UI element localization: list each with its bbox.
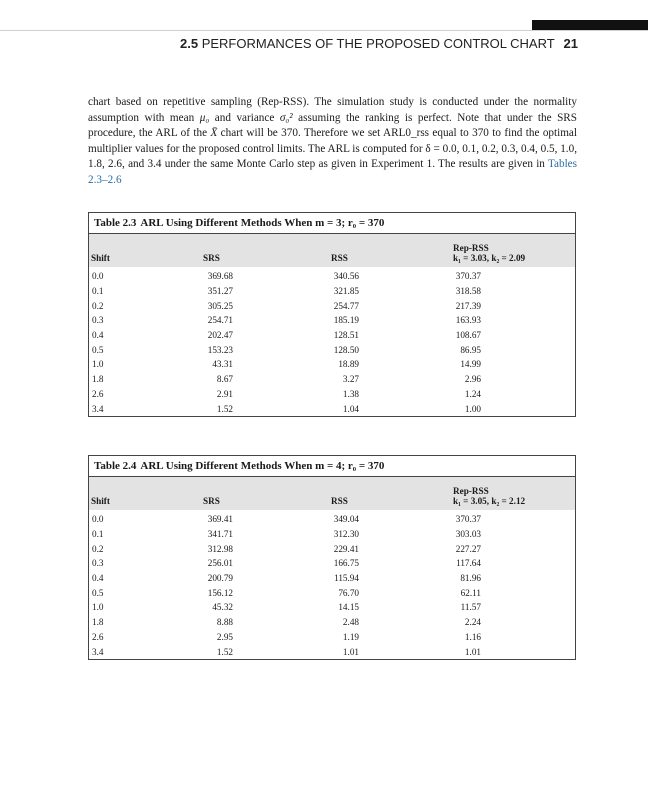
- cell-rep-rss-value: 303.03: [455, 529, 481, 540]
- cell-shift: 0.4: [92, 573, 104, 584]
- cell-rss: [331, 313, 453, 328]
- cell-rss: [331, 556, 453, 571]
- table-row: [89, 372, 575, 387]
- cell-srs-value: 369.68: [207, 271, 233, 282]
- cell-rss: [331, 342, 453, 357]
- cell-srs: [203, 328, 331, 343]
- table-row: [89, 571, 575, 586]
- cell-rep-rss: [453, 585, 575, 600]
- table-row: [89, 556, 575, 571]
- cell-rss-value: 14.15: [338, 602, 359, 613]
- table-row: [89, 527, 575, 542]
- cell-shift: 0.1: [92, 529, 104, 540]
- cell-rss-value: 18.89: [338, 359, 359, 370]
- table-row: [89, 267, 575, 284]
- cell-rep-rss: [453, 387, 575, 402]
- table-row: [89, 615, 575, 630]
- cell-rep-rss: [453, 401, 575, 416]
- table-row: [89, 585, 575, 600]
- cell-srs: [203, 556, 331, 571]
- cell-shift: 0.0: [92, 514, 104, 525]
- cell-rss: [331, 615, 453, 630]
- cell-srs-value: 2.95: [216, 631, 233, 642]
- cell-srs: [203, 284, 331, 299]
- cell-rss: [331, 527, 453, 542]
- table-row: [89, 541, 575, 556]
- cell-rss: [331, 387, 453, 402]
- cell-rss: [331, 571, 453, 586]
- section-heading: [180, 36, 555, 51]
- cell-shift: 0.3: [92, 558, 104, 569]
- paragraph-text: and variance: [209, 111, 280, 124]
- table-caption: [89, 456, 575, 477]
- table-row: [89, 630, 575, 645]
- cell-rep-rss: [453, 630, 575, 645]
- col-rss: RSS: [331, 496, 348, 506]
- cell-srs-value: 305.25: [207, 300, 233, 311]
- cell-srs: [203, 615, 331, 630]
- cell-rep-rss: [453, 357, 575, 372]
- math-xbar: X̄: [210, 127, 218, 139]
- paragraph-text: chart will be 370. Therefore we set ARL0_rss equal to 370 to find the optimal multiplier values for the proposed control limits. The ARL is computed for δ = 0.0, 0.1, 0.2, 0.3, 0.4, 0.5, 1.0, 1.8, 2.6, and 3.4 under the same Monte Carlo step as given in Experiment 1. The results are given in: [88, 127, 577, 170]
- cell-rep-rss: [453, 328, 575, 343]
- cell-srs: [203, 372, 331, 387]
- cell-srs: [203, 571, 331, 586]
- cell-rep-rss-value: 117.64: [456, 558, 481, 569]
- cell-srs-value: 8.67: [216, 374, 233, 385]
- cell-rss-value: 1.04: [342, 403, 359, 414]
- cell-rss: [331, 600, 453, 615]
- cell-rep-rss-value: 11.57: [460, 602, 481, 613]
- cell-rss: [331, 298, 453, 313]
- cell-rss-value: 254.77: [333, 300, 359, 311]
- cell-rep-rss-value: 227.27: [455, 543, 481, 554]
- cell-rss: [331, 541, 453, 556]
- table-caption: [89, 213, 575, 234]
- cell-srs: [203, 541, 331, 556]
- cell-rep-rss: [453, 571, 575, 586]
- cell-rep-rss-value: 1.24: [464, 388, 481, 399]
- table-header-row: [89, 234, 575, 267]
- cell-srs: [203, 401, 331, 416]
- cell-srs-value: 312.98: [207, 543, 233, 554]
- table-header-row: [89, 477, 575, 510]
- cell-srs: [203, 510, 331, 527]
- cell-srs-value: 1.52: [216, 646, 233, 657]
- cell-rss-value: 321.85: [333, 286, 359, 297]
- table-row: [89, 600, 575, 615]
- cell-rep-rss: [453, 644, 575, 659]
- cell-rep-rss-value: 2.24: [464, 617, 481, 628]
- section-title: PERFORMANCES OF THE PROPOSED CONTROL CHART: [201, 36, 555, 51]
- cell-rss-value: 115.94: [334, 573, 359, 584]
- paragraph-text: chart based on repetitive sampling (Rep-RSS). The simulation study is conducted under the normality assumption with mean: [88, 96, 577, 124]
- cell-rss-value: 3.27: [342, 374, 359, 385]
- cell-rss-value: 1.38: [342, 388, 359, 399]
- cell-shift: 0.4: [92, 330, 104, 341]
- cell-rss-value: 128.50: [333, 344, 359, 355]
- table-row: [89, 387, 575, 402]
- table-title: ARL Using Different Methods When m = 4; r₀ = 370: [140, 460, 385, 472]
- cell-rep-rss: [453, 600, 575, 615]
- col-srs: SRS: [203, 496, 220, 506]
- cell-rss: [331, 328, 453, 343]
- cell-srs-value: 341.71: [207, 529, 233, 540]
- math-sigma0: σ₀²: [279, 111, 293, 124]
- cell-rss: [331, 401, 453, 416]
- cell-rep-rss-value: 370.37: [455, 271, 481, 282]
- cell-srs: [203, 313, 331, 328]
- cell-rss: [331, 510, 453, 527]
- cell-srs-value: 8.88: [216, 617, 233, 628]
- table-row: [89, 510, 575, 527]
- col-rep-rss: [453, 477, 575, 510]
- cell-rep-rss-value: 318.58: [455, 286, 481, 297]
- cell-rep-rss-value: 370.37: [455, 514, 481, 525]
- cell-rss: [331, 284, 453, 299]
- paragraph-text: assuming the ranking is perfect. Note that under the SRS procedure, the ARL of the: [88, 111, 577, 139]
- cell-srs: [203, 630, 331, 645]
- cell-srs: [203, 342, 331, 357]
- col-srs: SRS: [203, 253, 220, 263]
- cell-rep-rss: [453, 313, 575, 328]
- cell-rss: [331, 585, 453, 600]
- cell-rep-rss: [453, 298, 575, 313]
- cell-rep-rss-value: 108.67: [455, 330, 481, 341]
- table-label: Table 2.3: [94, 217, 137, 229]
- cell-rep-rss-value: 217.39: [455, 300, 481, 311]
- tables-link[interactable]: Tables 2.3–2.6: [88, 158, 577, 186]
- table-row: [89, 401, 575, 416]
- cell-srs-value: 256.01: [207, 558, 233, 569]
- cell-rss-value: 1.19: [342, 631, 359, 642]
- body-paragraph: [88, 95, 577, 188]
- cell-rss-value: 185.19: [333, 315, 359, 326]
- cell-rss-value: 2.48: [342, 617, 359, 628]
- table-row: [89, 644, 575, 659]
- cell-rep-rss: [453, 372, 575, 387]
- cell-rep-rss: [453, 342, 575, 357]
- arl-table: [89, 234, 575, 416]
- cell-rss: [331, 267, 453, 284]
- cell-shift: 2.6: [92, 631, 104, 642]
- running-head: [180, 36, 578, 52]
- table-row: [89, 342, 575, 357]
- cell-shift: 0.5: [92, 587, 104, 598]
- cell-srs-value: 254.71: [207, 315, 233, 326]
- col-rss: RSS: [331, 253, 348, 263]
- cell-rss-value: 1.01: [342, 646, 359, 657]
- cell-rep-rss-value: 81.96: [460, 573, 481, 584]
- cell-srs-value: 202.47: [207, 330, 233, 341]
- cell-shift: 0.5: [92, 344, 104, 355]
- col-rep-rss-params: k₁ = 3.03, k₂ = 2.09: [453, 253, 526, 263]
- cell-shift: 3.4: [92, 403, 104, 414]
- cell-rep-rss: [453, 284, 575, 299]
- cell-srs: [203, 585, 331, 600]
- cell-shift: 2.6: [92, 388, 104, 399]
- cell-shift: 0.2: [92, 543, 104, 554]
- cell-rep-rss-value: 1.16: [464, 631, 481, 642]
- cell-shift: 1.0: [92, 602, 104, 613]
- col-rep-rss: [453, 234, 575, 267]
- cell-rep-rss-value: 163.93: [455, 315, 481, 326]
- cell-rss-value: 166.75: [333, 558, 359, 569]
- table-row: [89, 357, 575, 372]
- cell-rep-rss: [453, 527, 575, 542]
- page-number: 21: [563, 36, 578, 51]
- cell-rss-value: 229.41: [333, 543, 359, 554]
- cell-rss-value: 340.56: [333, 271, 359, 282]
- cell-rep-rss-value: 62.11: [460, 587, 481, 598]
- cell-shift: 0.2: [92, 300, 104, 311]
- cell-srs: [203, 267, 331, 284]
- cell-rss: [331, 644, 453, 659]
- cell-rep-rss: [453, 267, 575, 284]
- header-rule: [0, 30, 648, 31]
- cell-rep-rss: [453, 556, 575, 571]
- cell-shift: 0.0: [92, 271, 104, 282]
- cell-srs-value: 43.31: [212, 359, 233, 370]
- table-label: Table 2.4: [94, 460, 137, 472]
- math-mu0: μ₀: [199, 111, 210, 124]
- col-rep-rss-label: Rep-RSS: [453, 243, 489, 253]
- col-shift: Shift: [91, 496, 110, 506]
- cell-srs: [203, 387, 331, 402]
- cell-rss: [331, 357, 453, 372]
- table-row: [89, 328, 575, 343]
- cell-rep-rss-value: 14.99: [460, 359, 481, 370]
- cell-rss-value: 128.51: [333, 330, 359, 341]
- section-number: 2.5: [180, 36, 199, 51]
- cell-srs: [203, 357, 331, 372]
- col-rep-rss-params: k₁ = 3.05, k₂ = 2.12: [453, 496, 526, 506]
- table-2-4: [88, 455, 576, 660]
- cell-srs: [203, 600, 331, 615]
- table-2-3: [88, 212, 576, 417]
- cell-srs-value: 2.91: [216, 388, 233, 399]
- cell-rep-rss: [453, 615, 575, 630]
- cell-srs: [203, 298, 331, 313]
- cell-shift: 1.8: [92, 374, 104, 385]
- cell-rep-rss-value: 1.00: [464, 403, 481, 414]
- col-shift: Shift: [91, 253, 110, 263]
- cell-srs-value: 45.32: [212, 602, 233, 613]
- cell-srs: [203, 644, 331, 659]
- cell-shift: 1.0: [92, 359, 104, 370]
- table-row: [89, 298, 575, 313]
- cell-srs-value: 351.27: [207, 286, 233, 297]
- table-row: [89, 313, 575, 328]
- cell-rss: [331, 630, 453, 645]
- col-rep-rss-label: Rep-RSS: [453, 486, 489, 496]
- cell-shift: 3.4: [92, 646, 104, 657]
- cell-shift: 0.3: [92, 315, 104, 326]
- table-row: [89, 284, 575, 299]
- cell-rss-value: 76.70: [338, 587, 359, 598]
- cell-rep-rss: [453, 541, 575, 556]
- cell-srs-value: 369.41: [207, 514, 233, 525]
- arl-table: [89, 477, 575, 659]
- cell-srs-value: 156.12: [207, 587, 233, 598]
- cell-srs-value: 1.52: [216, 403, 233, 414]
- cell-rss-value: 312.30: [333, 529, 359, 540]
- cell-shift: 0.1: [92, 286, 104, 297]
- cell-rep-rss: [453, 510, 575, 527]
- cell-srs: [203, 527, 331, 542]
- table-title: ARL Using Different Methods When m = 3; r₀ = 370: [140, 217, 385, 229]
- cell-srs-value: 153.23: [207, 344, 233, 355]
- cell-shift: 1.8: [92, 617, 104, 628]
- cell-rss: [331, 372, 453, 387]
- cell-rep-rss-value: 1.01: [464, 646, 481, 657]
- cell-srs-value: 200.79: [207, 573, 233, 584]
- cell-rep-rss-value: 2.96: [464, 374, 481, 385]
- cell-rep-rss-value: 86.95: [460, 344, 481, 355]
- cell-rss-value: 349.04: [333, 514, 359, 525]
